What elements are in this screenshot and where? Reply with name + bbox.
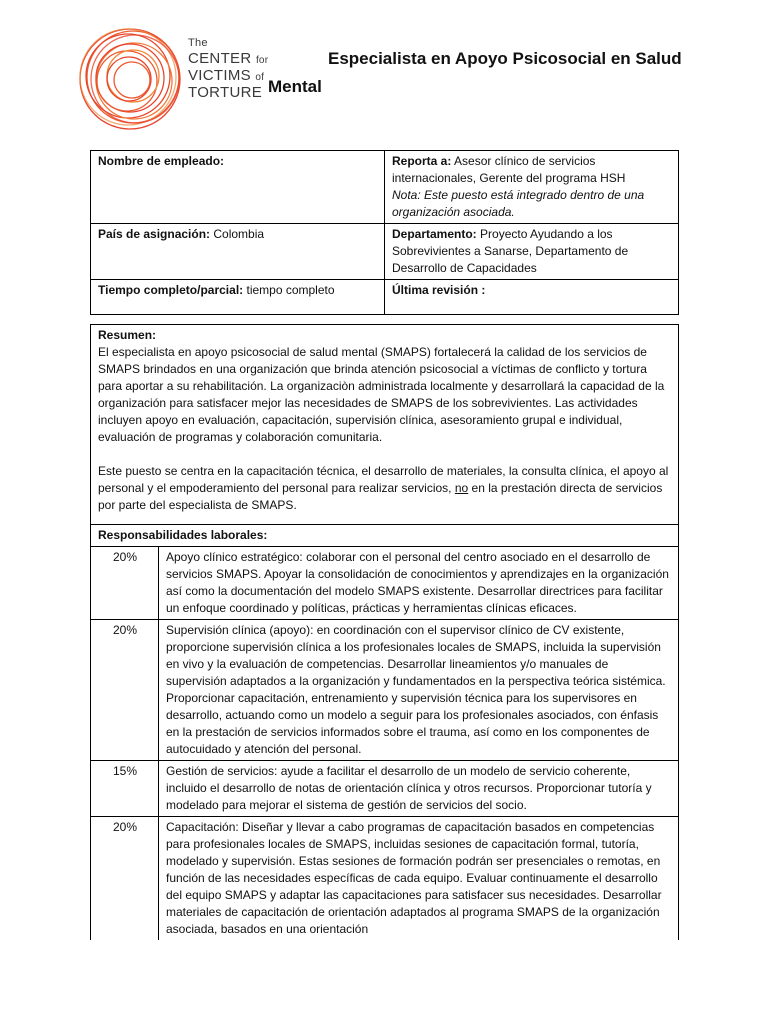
responsibilities-label: Responsabilidades laborales: bbox=[98, 528, 268, 542]
responsibility-percentage: 15% bbox=[91, 761, 159, 817]
logo-of: of bbox=[255, 72, 265, 83]
responsibility-description: Apoyo clínico estratégico: colaborar con el personal del centro asociado en el desarrollo de servicios SMAPS. Apoyar la consolidación de conocimientos y aprendizajes en la organización así como la documentación del modelo SMAPS existente. Desarrollar directrices para facilitar un enfoque coordinado y políticas, prácticas y herramientas clínicas eficaces. bbox=[159, 547, 679, 620]
department-cell bbox=[385, 224, 679, 280]
responsibility-row bbox=[91, 817, 679, 941]
logo-victims: VICTIMS bbox=[188, 67, 251, 84]
country-label: País de asignación: bbox=[98, 227, 211, 241]
employee-name-cell bbox=[91, 151, 385, 224]
responsibility-percentage: 20% bbox=[91, 620, 159, 761]
responsibility-row bbox=[91, 761, 679, 817]
responsibilities-label-cell bbox=[91, 525, 679, 547]
summary-paragraph-1: El especialista en apoyo psicosocial de salud mental (SMAPS) fortalecerá la calidad de los servicios de SMAPS brindados en una organización que brinda atención psicosocial a víctimas de conflicto y tortura para aportar a su rehabilitación. La organizaciòn administrada localmente y desarrollará la capacidad de la organización para satisfacer mejor las necesidades de SMAPS de los sobrevivientes. Las actividades incluyen apoyo en evaluación, capacitación, supervisión clínica, asesoramiento grupal e individual, evaluación de programas y colaboración comunitaria. bbox=[98, 345, 665, 444]
summary-paragraph-2-end: en la prestación directa de servicios por parte del especialista de SMAPS. bbox=[98, 481, 663, 512]
country-value: Colombia bbox=[210, 227, 265, 241]
responsibility-row bbox=[91, 547, 679, 620]
summary-label: Resumen: bbox=[98, 328, 157, 342]
info-row-1 bbox=[91, 151, 679, 224]
time-value: tiempo completo bbox=[243, 283, 335, 297]
country-cell bbox=[91, 224, 385, 280]
revision-cell bbox=[385, 280, 679, 315]
summary-paragraph-2 bbox=[98, 463, 672, 514]
page-title-line-2: Mental bbox=[268, 77, 322, 96]
logo-line-3 bbox=[188, 68, 268, 83]
responsibilities-header-row bbox=[91, 525, 679, 547]
reports-to-label: Reporta a: bbox=[392, 154, 452, 168]
page-title-line-1: Especialista en Apoyo Psicosocial en Salud bbox=[328, 49, 682, 68]
logo-for: for bbox=[255, 55, 269, 66]
responsibility-description: Gestión de servicios: ayude a facilitar el desarrollo de un modelo de servicio coherente, incluido el desarrollo de notas de orientación clínica y otros recursos. Proporcionar tutoría y modelado para mejorar el sistema de gestión de servicios del socio. bbox=[159, 761, 679, 817]
info-row-2 bbox=[91, 224, 679, 280]
reports-to-cell bbox=[385, 151, 679, 224]
logo-wordmark bbox=[188, 38, 268, 102]
time-cell bbox=[91, 280, 385, 315]
department-label: Departamento: bbox=[392, 227, 477, 241]
time-label: Tiempo completo/parcial: bbox=[98, 283, 244, 297]
summary-emphasis-no: no bbox=[454, 481, 469, 495]
logo-line-2 bbox=[188, 51, 268, 66]
department-value: Proyecto Ayudando a los Sobrevivientes a Sanarse, Departamento de Desarrollo de Capacidades bbox=[392, 227, 629, 275]
logo-line-1: The bbox=[188, 37, 208, 49]
responsibility-row bbox=[91, 620, 679, 761]
reports-to-note: Nota: Este puesto está integrado dentro de una organización asociada. bbox=[392, 188, 645, 219]
summary-paragraph-2-start: Este puesto se centra en la capacitación técnica, el desarrollo de materiales, la consulta clínica, el apoyo al personal y el empoderamiento del personal para realizar servicios, bbox=[98, 464, 669, 495]
summary-row bbox=[91, 325, 679, 525]
center-for-victims-of-torture-logo-icon bbox=[78, 24, 188, 134]
revision-label: Última revisión : bbox=[392, 283, 486, 297]
logo-center: CENTER bbox=[188, 50, 252, 67]
summary-cell bbox=[91, 325, 679, 525]
employee-info-table bbox=[90, 150, 679, 315]
logo-line-4: TORTURE bbox=[188, 84, 263, 101]
info-row-3 bbox=[91, 280, 679, 315]
employee-name-label: Nombre de empleado: bbox=[98, 154, 225, 168]
responsibility-percentage: 20% bbox=[91, 547, 159, 620]
responsibility-percentage: 20% bbox=[91, 817, 159, 941]
job-description-table bbox=[90, 324, 679, 940]
responsibility-description: Capacitación: Diseñar y llevar a cabo programas de capacitación basados en competencias para profesionales locales de SMAPS, incluidas sesiones de capacitación formal, tutoría, modelado y supervisión. Estas sesiones de formación podrán ser presenciales o remotas, en función de las necesidades específicas de cada equipo. Evaluar continuamente el desarrollo del equipo SMAPS y adaptar las capacitaciones para satisfacer sus necesidades. Desarrollar materiales de capacitación de orientación adaptados al programa SMAPS de la organización asociada, basados en una orientación bbox=[159, 817, 679, 941]
reports-to-value: Asesor clínico de servicios internacionales, Gerente del programa HSH bbox=[392, 154, 626, 185]
responsibility-description: Supervisión clínica (apoyo): en coordinación con el supervisor clínico de CV existente, proporcione supervisión clínica a los profesionales locales de SMAPS, incluida la supervisión en vivo y la evaluación de competencias. Desarrollar lineamientos y/o manuales de supervisión adaptados a la organización y fundamentados en la perspectiva teórica sistémica. Proporcionar capacitación, entrenamiento y supervisión técnica para los supervisores en desarrollo, actuando como un modelo a seguir para los profesionales asociados, con énfasis en la prestación de servicios informados sobre el trauma, así como en los componentes de autocuidado y atención del personal. bbox=[159, 620, 679, 761]
